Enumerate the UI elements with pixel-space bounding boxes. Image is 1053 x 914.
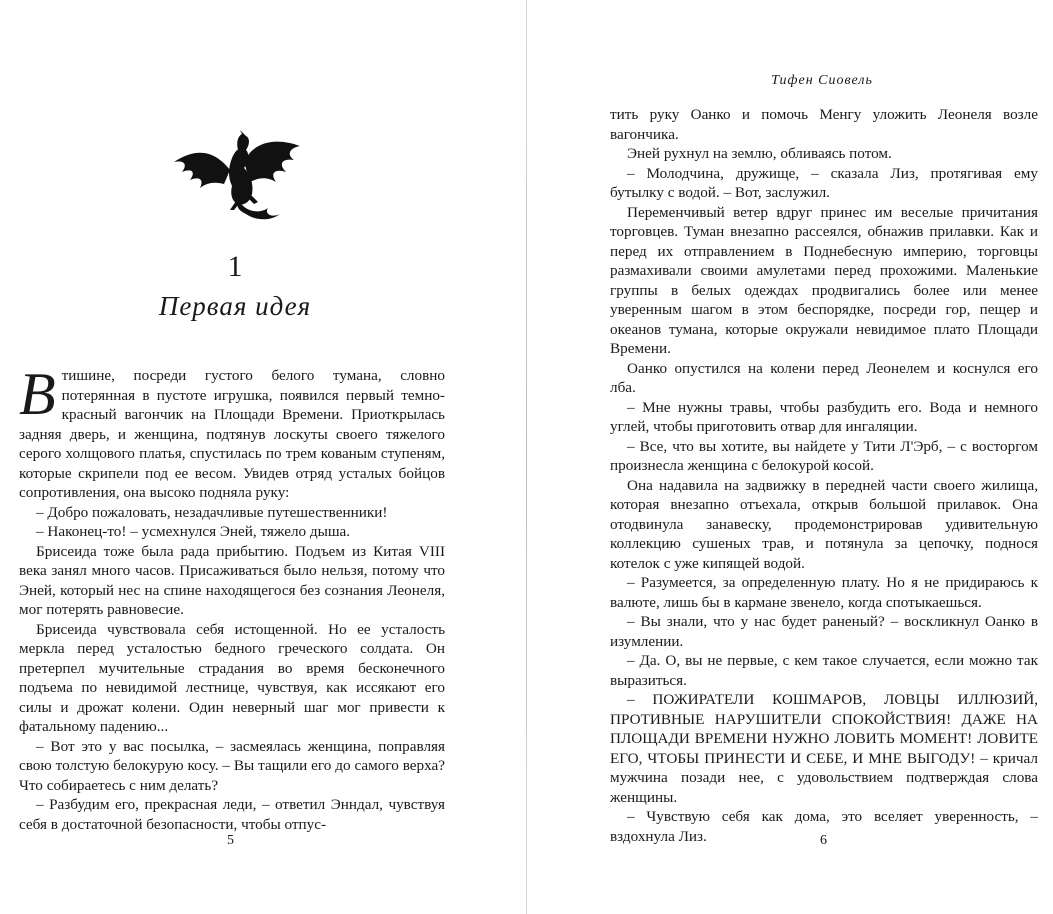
- running-head: Тифен Сиовель: [771, 73, 873, 88]
- left-page: [0, 0, 526, 914]
- paragraph: Переменчивый ветер вдруг принес им веселые причитания торговцев. Туман внезапно рассеялся, обнажив прилавки. Как и перед их отправлением в Поднебесную империю, торговцы размахивали своими амулетами перед прохожими. Маленькие группы в белых одеждах продвигались более или менее уверенным шагом в этом беспорядке, посреди гор, пещер и океанов тумана, которые окружали невидимое плато Площади Времени.: [610, 203, 1038, 357]
- paragraph: Эней рухнул на землю, обливаясь потом.: [627, 145, 892, 162]
- paragraph: Она надавила на задвижку в передней части своего жилища, которая внезапно отъехала, открыв большой прилавок. Она отодвинула занавеску, продемонстрировав удивительную коллекцию сушеных трав, и потянула за цепочку, поднося котелок с уже кипящей водой.: [610, 476, 1038, 572]
- paragraph: – Все, что вы хотите, вы найдете у Тити Л'Эрб, – с восторгом произнесла женщина с белокурой косой.: [610, 437, 1038, 474]
- paragraph: – Мне нужны травы, чтобы разбудить его. Вода и немного углей, чтобы приготовить отвар для ингаляции.: [610, 398, 1038, 435]
- paragraph: – Разумеется, за определенную плату. Но я не придираюсь к валюте, лишь бы в кармане звенело, когда спотыкаешься.: [610, 574, 1038, 611]
- chapter-number: 1: [227, 250, 243, 283]
- chapter-title: Первая идея: [158, 291, 312, 321]
- page-number: 6: [820, 833, 827, 848]
- paragraph: – Чувствую себя как дома, это вселяет уверенность, – вздохнула Лиз.: [610, 808, 1038, 845]
- paragraph: – Да. О, вы не первые, с кем такое случается, если можно так выразиться.: [610, 652, 1038, 689]
- left-page-body: [19, 361, 445, 834]
- paragraph: – Наконец-то! – усмехнулся Эней, тяжело дыша.: [36, 523, 351, 540]
- paragraph: Оанко опустился на колени перед Леонелем и коснулся его лба.: [610, 359, 1038, 396]
- paragraph: – Вот это у вас посылка, – засмеялась женщина, поправляя свою толстую белокурую косу. – Вы тащили его до самого верха? Что собираетесь с ним делать?: [19, 737, 445, 794]
- paragraph: [19, 361, 445, 503]
- paragraph: – Молодчина, дружище, – сказала Лиз, протягивая ему бутылку с водой. – Вот, заслужил.: [610, 164, 1038, 201]
- page-number: 5: [227, 833, 234, 848]
- dragon-icon: [168, 128, 304, 223]
- paragraph: Брисеида тоже была рада прибытию. Подъем из Китая VIII века занял много часов. Присаживаться было нельзя, потому что Эней, который нес на спине находящегося без сознания Леонеля, мог потерять равновесие.: [19, 542, 445, 618]
- paragraph: тить руку Оанко и помочь Менгу уложить Леонеля возле вагончика.: [610, 106, 1038, 143]
- right-page-body: [610, 105, 1038, 846]
- paragraph: – Разбудим его, прекрасная леди, – ответил Энндал, чувствуя себя в достаточной безопасности, чтобы отпус-: [19, 796, 445, 833]
- paragraph: – ПОЖИРАТЕЛИ КОШМАРОВ, ЛОВЦЫ ИЛЛЮЗИЙ, ПРОТИВНЫЕ НАРУШИТЕЛИ СПОКОЙСТВИЯ! ДАЖЕ НА ПЛОЩАДИ ВРЕМЕНИ НУЖНО ЛОВИТЬ МОМЕНТ! ЛОВИТЕ ЕГО, ЧТОБЫ ПРИНЕСТИ И СЕБЕ, И МНЕ ВЫГОДУ! – кричал мужчина позади нее, с удовольствием подтверждая слова женщины.: [610, 691, 1038, 806]
- paragraph-text: тишине, посреди густого белого тумана, словно потерянная в пустоте игрушка, появился первый темно-красный вагончик на Площади Времени. Приоткрылась задняя дверь, и женщина, подтянув лоскуты своего тяжелого серого холщового платья, спустилась по трем кованым ступеням, которые скрипели под ее весом. Увидев отряд усталых бойцов сопротивления, она высоко подняла руку:: [19, 367, 445, 501]
- paragraph: Брисеида чувствовала себя истощенной. Но ее усталость меркла перед усталостью бедного греческого солдата. Он претерпел мучительные страдания во время бесконечного подъема по невидимой лестнице, чувствуя, как иссякают его силы и дрожат колени. Один неверный шаг мог привести к фатальному падению...: [19, 620, 445, 735]
- paragraph: – Добро пожаловать, незадачливые путешественники!: [36, 503, 388, 521]
- paragraph: – Вы знали, что у нас будет раненый? – воскликнул Оанко в изумлении.: [610, 613, 1038, 650]
- drop-cap: В: [19, 361, 56, 427]
- right-page: [527, 0, 1053, 914]
